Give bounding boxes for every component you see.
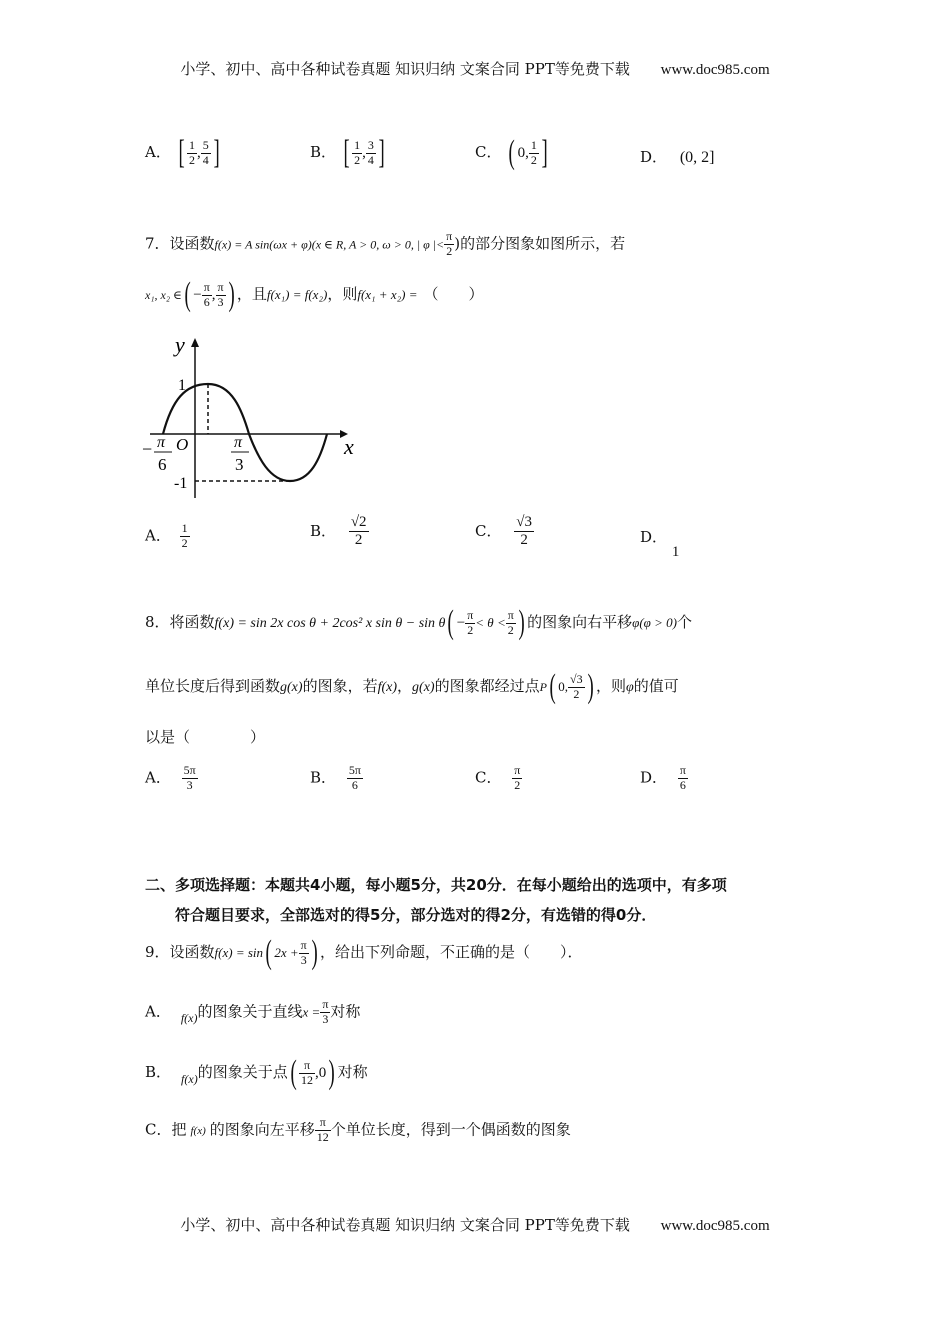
footer-site: www.doc985.com <box>660 1218 770 1234</box>
q8-stem-line3: 以是（ ） <box>145 728 266 746</box>
q8-option-d[interactable]: D． $\frac{\pi}{6}$ <box>640 763 686 792</box>
q7-stem-line1: 7．设函数f(x) = A sin(ωx + φ)(x ∈ R, A > 0, ω > 0, | φ |< $\frac{\pi}{2}$ )的部分图象如图所示，若 <box>145 229 626 258</box>
q6-option-d[interactable]: D． (0, 2] <box>640 148 715 166</box>
page-footer <box>0 1214 950 1235</box>
tick-neg-pi-6-den: 6 <box>158 455 167 474</box>
q9-option-b[interactable]: B． $_{f(x)}$的图象关于点( $\frac{\pi}{12}$ ,0) 对称 <box>145 1054 368 1091</box>
header-text: 小学、初中、高中各种试卷真题 知识归纳 文案合同 PPT等免费下载 <box>180 60 630 78</box>
origin-label: O <box>176 435 189 454</box>
tick-neg-pi-6-num: π <box>157 434 166 451</box>
y-axis-label: y <box>175 332 185 357</box>
footer-text: 小学、初中、高中各种试卷真题 知识归纳 文案合同 PPT等免费下载 <box>180 1216 630 1234</box>
q8-option-a[interactable]: A． $\frac{5\pi}{3}$ <box>145 763 196 792</box>
section2-title-line2: 符合题目要求，全部选对的得5分，部分选对的得2分，有选错的得0分． <box>175 906 657 924</box>
q7-option-b[interactable]: B． $\frac{√2}{2}$ <box>310 514 367 549</box>
tick-pi-3-num: π <box>234 434 243 451</box>
q7-stem-line2: x₁, x₂ ∈( − $\frac{\pi}{6}$ , $\frac{\pi}{3}$ ) ，且f(x₁) = f(x₂)，则f(x₁ + x₂) = （ ） <box>145 276 484 313</box>
q7-axes <box>150 338 348 498</box>
q8-option-c[interactable]: C． $\frac{\pi}{2}$ <box>475 763 521 792</box>
q8-stem-line1: 8．将函数f(x) = sin 2x cos θ + 2cos² x sin θ − sin θ( − $\frac{\pi}{2}$ < θ < $\frac{\pi}{2}$ ) 的图象向右平移φ(φ > 0)个 <box>145 604 692 641</box>
q6-option-c[interactable]: C． ( 0, $\frac{1}{2}$ ] <box>475 134 548 171</box>
tick-pi-3-den: 3 <box>235 455 244 474</box>
q9-option-a[interactable]: A． $_{f(x)}$的图象关于直线x = $\frac{\pi}{3}$ 对称 <box>145 997 361 1026</box>
q6-option-a[interactable]: A． [ $\frac{1}{2}$ , $\frac{5}{4}$ ] <box>145 134 220 171</box>
tick-one: 1 <box>178 377 186 394</box>
x-axis-label: x <box>344 434 354 459</box>
q8-option-b[interactable]: B． $\frac{5\pi}{6}$ <box>310 763 361 792</box>
tick-neg-one: -1 <box>174 475 188 492</box>
q7-option-a[interactable]: A． $\frac{1}{2}$ <box>145 521 188 550</box>
sine-curve <box>163 384 327 481</box>
section2-title-line1: 二、多项选择题：本题共4小题，每小题5分，共20分．在每小题给出的选项中，有多项 <box>145 876 727 894</box>
page-header <box>0 58 950 79</box>
q7-option-c[interactable]: C． $\frac{√3}{2}$ <box>475 514 532 549</box>
y-axis-arrow <box>191 338 199 347</box>
q7-option-d[interactable]: D． 1 <box>640 528 680 560</box>
q6-option-b[interactable]: B． [ $\frac{1}{2}$ , $\frac{3}{4}$ ] <box>310 134 385 171</box>
q7-sine-graph <box>140 330 380 510</box>
q9-option-c[interactable]: C．把 f(x) 的图象向左平移 $\frac{\pi}{12}$ 个单位长度，得到一个偶函数的图象 <box>145 1115 571 1144</box>
q9-stem: 9．设函数f(x) = sin( 2x + $\frac{\pi}{3}$ ) ，给出下列命题，不正确的是（ ）． <box>145 934 583 971</box>
q8-stem-line2: 单位长度后得到函数g(x)的图象，若f(x)，g(x)的图象都经过点P( 0, $\frac{√3}{2}$ ) ，则φ的值可 <box>145 668 679 705</box>
header-site: www.doc985.com <box>660 62 770 78</box>
tick-neg-pi-6-minus: − <box>142 439 153 459</box>
